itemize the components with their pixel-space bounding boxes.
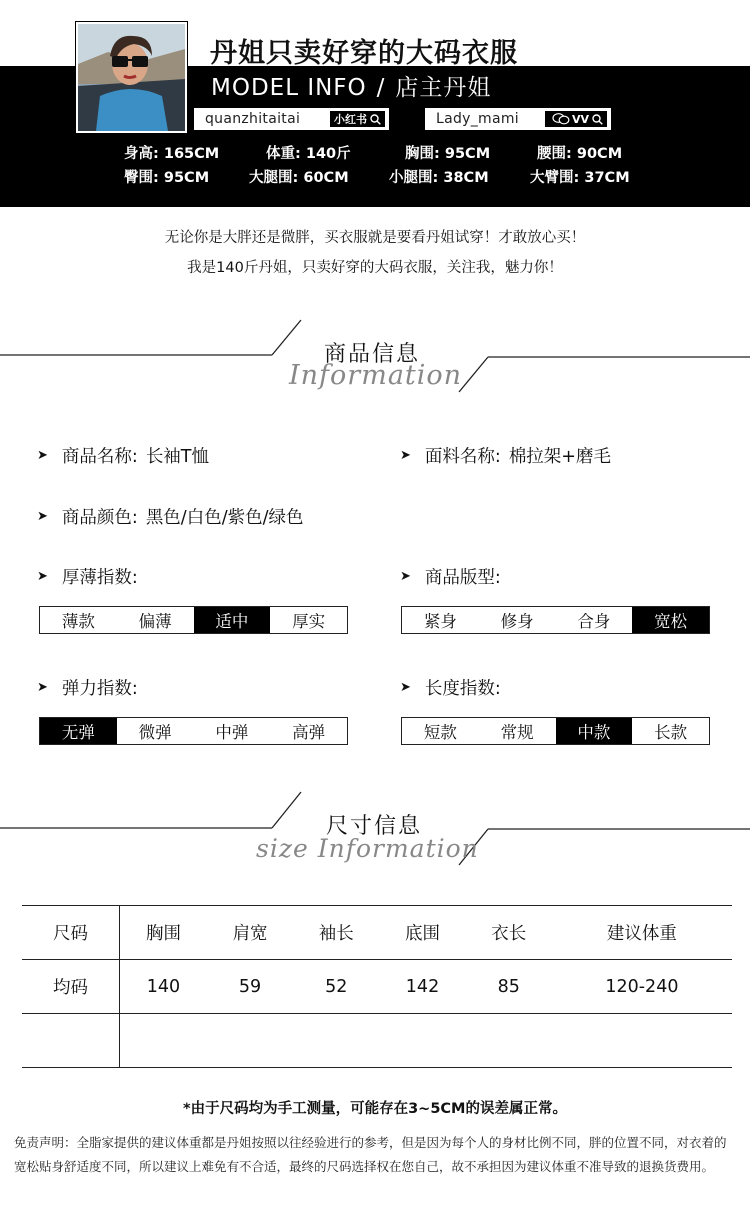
measurement-height: 身高: 165CM [124,146,220,162]
xiaohongshu-tag [329,110,386,128]
model-name: 店主丹姐 [395,75,492,101]
model-info-slash: / [376,75,386,101]
elasticity-option: 高弹 [292,723,326,742]
product-color-label: 商品颜色: [61,508,138,528]
size-cell [466,1014,552,1068]
size-table-header-row [22,906,732,960]
product-section-script: Information [289,360,463,391]
fabric-label: 面料名称: [424,447,501,467]
fit-item [400,564,501,589]
xiaohongshu-tag-label: 小红书 [334,113,367,126]
fabric-item [400,443,611,468]
size-cell: 52 [293,960,379,1014]
fit-option: 紧身 [423,612,457,631]
length-option: 长款 [654,723,688,742]
size-header-cell: 袖长 [293,906,379,960]
size-header-cell: 尺码 [22,906,120,960]
arrow-icon: ➤ [37,509,48,524]
size-section-title: 尺寸信息 [326,814,423,839]
size-header-cell: 衣长 [466,906,552,960]
wechat-icon [552,113,570,125]
intro-line-1: 无论你是大胖还是微胖，买衣服就是要看丹姐试穿！才敢放心买！ [164,230,586,246]
size-cell: 142 [379,960,465,1014]
arrow-icon: ➤ [400,448,411,463]
elasticity-item [37,675,138,700]
disclaimer: 免责声明：全脂家提供的建议体重都是丹姐按照以往经验进行的参考，但是因为每个人的身材比例不同，胖的位置不同，对衣着的宽松贴身舒适度不同，所以建议上难免有不合适，最终的尺码选择权在您自己，故不承担因为建议体重不准导致的退换货费用。 [14,1135,727,1174]
product-name-value: 长袖T恤 [145,447,210,467]
elasticity-label: 弹力指数: [61,679,138,699]
size-cell [22,1014,120,1068]
size-table [22,905,732,1068]
table-row [22,1014,732,1068]
arrow-icon: ➤ [37,569,48,584]
fit-label: 商品版型: [424,568,501,588]
product-name-label: 商品名称: [61,447,138,467]
measurement-weight: 体重: 140斤 [266,146,351,162]
thickness-option: 厚实 [292,612,326,631]
size-cell [379,1014,465,1068]
size-cell: 85 [466,960,552,1014]
size-section-header [0,790,750,880]
measurement-calf: 小腿围: 38CM [389,170,489,186]
elasticity-option: 中弹 [215,723,249,742]
search-icon [592,114,603,125]
product-name-item [37,443,209,468]
measurement-upper-arm: 大臂围: 37CM [530,170,630,186]
measurement-bust: 胸围: 95CM [405,146,491,162]
size-header-cell: 胸围 [120,906,207,960]
length-option: 短款 [423,723,457,742]
measurement-waist: 腰围: 90CM [537,146,623,162]
fabric-value: 棉拉架+磨毛 [508,447,611,467]
length-option: 中款 [556,718,633,744]
size-cell: 59 [207,960,293,1014]
product-section-title: 商品信息 [324,342,421,367]
model-avatar [76,22,187,133]
length-label: 长度指数: [424,679,501,699]
thickness-label: 厚薄指数: [61,568,138,588]
fit-option: 合身 [577,612,611,631]
wechat-handle-name: Lady_mami [436,111,519,127]
fit-option: 修身 [500,612,534,631]
store-title: 丹姐只卖好穿的大码衣服 [210,38,518,69]
arrow-icon: ➤ [400,680,411,695]
xiaohongshu-handle-name: quanzhitaitai [205,111,301,127]
size-cell [293,1014,379,1068]
elasticity-option: 微弹 [138,723,172,742]
length-option: 常规 [500,723,534,742]
length-item [400,675,501,700]
thickness-option: 薄款 [61,612,95,631]
measurement-note: *由于尺码均为手工测量，可能存在3~5CM的误差属正常。 [183,1101,567,1117]
size-header-cell: 肩宽 [207,906,293,960]
product-color-item [37,504,304,529]
xiaohongshu-handle[interactable] [194,108,389,130]
size-cell [552,1014,732,1068]
size-cell: 均码 [22,960,120,1014]
arrow-icon: ➤ [37,680,48,695]
arrow-icon: ➤ [400,569,411,584]
table-row [22,960,732,1014]
size-section-script: size Information [256,834,479,863]
thickness-option: 偏薄 [138,612,172,631]
fit-option: 宽松 [632,607,709,633]
fit-scale [401,606,710,634]
thickness-item [37,564,138,589]
size-cell [120,1014,207,1068]
measurement-hip: 臀围: 95CM [124,170,210,186]
model-info-line [211,69,491,102]
wechat-tag-label: VV [571,112,589,126]
size-header-cell: 建议体重 [552,906,732,960]
search-icon [370,114,381,125]
elasticity-scale [39,717,348,745]
wechat-tag [544,110,608,128]
intro-line-2: 我是140斤丹姐，只卖好穿的大码衣服，关注我，魅力你！ [187,260,563,276]
wechat-handle[interactable] [425,108,611,130]
arrow-icon: ➤ [37,448,48,463]
size-cell [207,1014,293,1068]
size-header-cell: 底围 [379,906,465,960]
size-cell: 120-240 [552,960,732,1014]
product-section-header [0,318,750,403]
measurement-thigh: 大腿围: 60CM [249,170,349,186]
elasticity-option: 无弹 [40,718,117,744]
length-scale [401,717,710,745]
thickness-option: 适中 [194,607,271,633]
product-color-value: 黑色/白色/紫色/绿色 [145,508,304,528]
size-cell: 140 [120,960,207,1014]
thickness-scale [39,606,348,634]
model-info-label: MODEL INFO [211,75,367,101]
